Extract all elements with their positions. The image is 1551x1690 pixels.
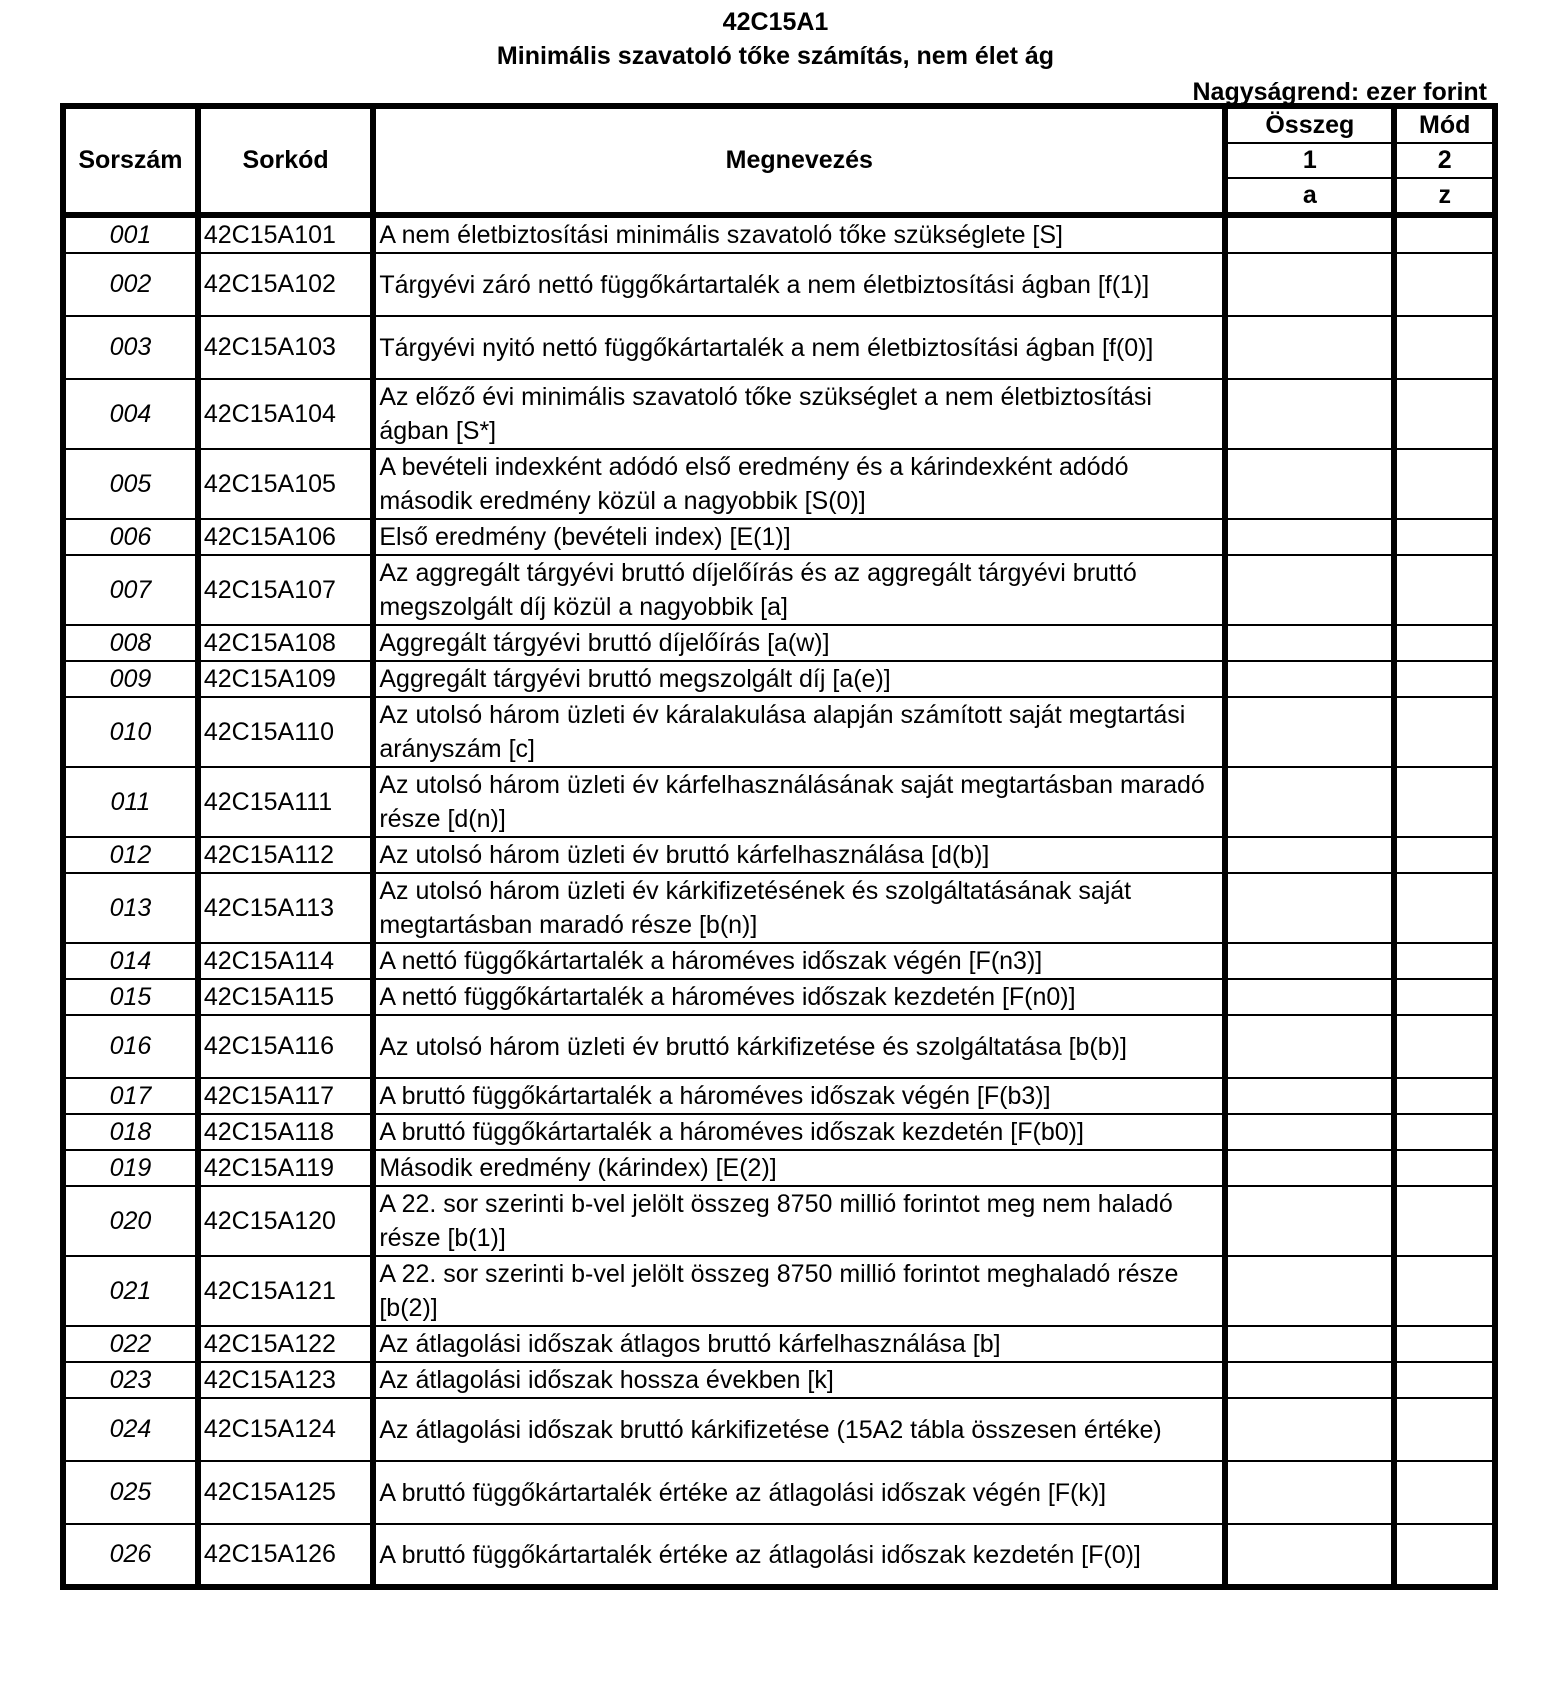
row-description: A bruttó függőkártartalék a hároméves időszak végén [F(b3)] (373, 1078, 1225, 1114)
table-row (63, 661, 1495, 697)
row-code: 42C15A121 (198, 1256, 374, 1326)
row-code: 42C15A126 (198, 1524, 374, 1587)
row-code: 42C15A115 (198, 979, 374, 1015)
mod-cell[interactable] (1394, 1078, 1495, 1114)
row-code: 42C15A117 (198, 1078, 374, 1114)
osszeg-cell[interactable] (1225, 837, 1394, 873)
col-header-sorkod: Sorkód (198, 106, 374, 215)
mod-cell[interactable] (1394, 1015, 1495, 1078)
col-header-mod-number: 2 (1394, 143, 1495, 178)
row-number: 020 (63, 1186, 198, 1256)
row-description: A bevételi indexként adódó első eredmény és a kárindexként adódó második eredmény közül a nagyobbik [S(0)] (373, 449, 1225, 519)
mod-cell[interactable] (1394, 1326, 1495, 1362)
mod-cell[interactable] (1394, 215, 1495, 253)
row-code: 42C15A107 (198, 555, 374, 625)
col-header-sorszam: Sorszám (63, 106, 198, 215)
table-row (63, 837, 1495, 873)
table-row (63, 215, 1495, 253)
unit-label: Nagyságrend: ezer forint (1192, 78, 1487, 106)
osszeg-cell[interactable] (1225, 1362, 1394, 1398)
osszeg-cell[interactable] (1225, 943, 1394, 979)
row-code: 42C15A102 (198, 253, 374, 316)
row-number: 007 (63, 555, 198, 625)
row-description: Az átlagolási időszak hossza években [k] (373, 1362, 1225, 1398)
osszeg-cell[interactable] (1225, 1524, 1394, 1587)
row-code: 42C15A101 (198, 215, 374, 253)
row-description: Az utolsó három üzleti év bruttó kárkifizetése és szolgáltatása [b(b)] (373, 1015, 1225, 1078)
mod-cell[interactable] (1394, 767, 1495, 837)
osszeg-cell[interactable] (1225, 449, 1394, 519)
form-title: Minimális szavatoló tőke számítás, nem élet ág (496, 42, 1055, 70)
osszeg-cell[interactable] (1225, 1461, 1394, 1524)
row-description: A bruttó függőkártartalék értéke az átlagolási időszak végén [F(k)] (373, 1461, 1225, 1524)
row-code: 42C15A119 (198, 1150, 374, 1186)
table-row (63, 555, 1495, 625)
osszeg-cell[interactable] (1225, 1078, 1394, 1114)
header-row-1 (63, 106, 1495, 143)
row-number: 002 (63, 253, 198, 316)
row-code: 42C15A122 (198, 1326, 374, 1362)
row-description: Az utolsó három üzleti év bruttó kárfelhasználása [d(b)] (373, 837, 1225, 873)
mod-cell[interactable] (1394, 661, 1495, 697)
row-description: Az aggregált tárgyévi bruttó díjelőírás és az aggregált tárgyévi bruttó megszolgált díj közül a nagyobbik [a] (373, 555, 1225, 625)
row-description: A bruttó függőkártartalék a hároméves időszak kezdetén [F(b0)] (373, 1114, 1225, 1150)
col-header-osszeg-number: 1 (1225, 143, 1394, 178)
mod-cell[interactable] (1394, 316, 1495, 379)
table-row (63, 1015, 1495, 1078)
table-row (63, 1186, 1495, 1256)
osszeg-cell[interactable] (1225, 661, 1394, 697)
form-table (60, 103, 1498, 1590)
mod-cell[interactable] (1394, 1524, 1495, 1587)
row-number: 017 (63, 1078, 198, 1114)
osszeg-cell[interactable] (1225, 1398, 1394, 1461)
table-row (63, 943, 1495, 979)
table-row (63, 253, 1495, 316)
mod-cell[interactable] (1394, 1256, 1495, 1326)
row-description: Aggregált tárgyévi bruttó díjelőírás [a(w)] (373, 625, 1225, 661)
col-header-osszeg: Összeg (1225, 106, 1394, 143)
row-description: A 22. sor szerinti b-vel jelölt összeg 8750 millió forintot meghaladó része [b(2)] (373, 1256, 1225, 1326)
mod-cell[interactable] (1394, 625, 1495, 661)
row-code: 42C15A120 (198, 1186, 374, 1256)
mod-cell[interactable] (1394, 555, 1495, 625)
row-code: 42C15A103 (198, 316, 374, 379)
row-code: 42C15A114 (198, 943, 374, 979)
table-row (63, 1362, 1495, 1398)
row-number: 011 (63, 767, 198, 837)
osszeg-cell[interactable] (1225, 979, 1394, 1015)
col-header-osszeg-letter: a (1225, 178, 1394, 215)
mod-cell[interactable] (1394, 1150, 1495, 1186)
row-number: 013 (63, 873, 198, 943)
mod-cell[interactable] (1394, 1461, 1495, 1524)
osszeg-cell[interactable] (1225, 625, 1394, 661)
row-code: 42C15A104 (198, 379, 374, 449)
mod-cell[interactable] (1394, 943, 1495, 979)
row-description: A nem életbiztosítási minimális szavatoló tőke szükséglete [S] (373, 215, 1225, 253)
row-code: 42C15A112 (198, 837, 374, 873)
row-number: 014 (63, 943, 198, 979)
osszeg-cell[interactable] (1225, 519, 1394, 555)
row-number: 024 (63, 1398, 198, 1461)
row-description: A bruttó függőkártartalék értéke az átlagolási időszak kezdetén [F(0)] (373, 1524, 1225, 1587)
table-row (63, 625, 1495, 661)
row-number: 003 (63, 316, 198, 379)
row-code: 42C15A110 (198, 697, 374, 767)
osszeg-cell[interactable] (1225, 1326, 1394, 1362)
row-code: 42C15A125 (198, 1461, 374, 1524)
table-row (63, 316, 1495, 379)
row-description: A 22. sor szerinti b-vel jelölt összeg 8750 millió forintot meg nem haladó része [b(1)] (373, 1186, 1225, 1256)
row-code: 42C15A108 (198, 625, 374, 661)
mod-cell[interactable] (1394, 1186, 1495, 1256)
row-description: Tárgyévi nyitó nettó függőkártartalék a nem életbiztosítási ágban [f(0)] (373, 316, 1225, 379)
mod-cell[interactable] (1394, 697, 1495, 767)
row-description: A nettó függőkártartalék a hároméves időszak végén [F(n3)] (373, 943, 1225, 979)
row-number: 009 (63, 661, 198, 697)
osszeg-cell[interactable] (1225, 379, 1394, 449)
row-description: Az átlagolási időszak átlagos bruttó kárfelhasználása [b] (373, 1326, 1225, 1362)
table-row (63, 1150, 1495, 1186)
table-row (63, 519, 1495, 555)
row-number: 004 (63, 379, 198, 449)
row-number: 021 (63, 1256, 198, 1326)
mod-cell[interactable] (1394, 837, 1495, 873)
mod-cell[interactable] (1394, 1114, 1495, 1150)
row-number: 006 (63, 519, 198, 555)
row-code: 42C15A105 (198, 449, 374, 519)
osszeg-cell[interactable] (1225, 316, 1394, 379)
osszeg-cell[interactable] (1225, 1150, 1394, 1186)
col-header-mod-letter: z (1394, 178, 1495, 215)
row-description: Az utolsó három üzleti év kárkifizetésének és szolgáltatásának saját megtartásban maradó része [b(n)] (373, 873, 1225, 943)
row-description: Aggregált tárgyévi bruttó megszolgált díj [a(e)] (373, 661, 1225, 697)
row-code: 42C15A123 (198, 1362, 374, 1398)
table-row (63, 1114, 1495, 1150)
osszeg-cell[interactable] (1225, 697, 1394, 767)
form-code: 42C15A1 (722, 8, 829, 36)
mod-cell[interactable] (1394, 519, 1495, 555)
row-number: 016 (63, 1015, 198, 1078)
table-row (63, 379, 1495, 449)
osszeg-cell[interactable] (1225, 1186, 1394, 1256)
row-number: 001 (63, 215, 198, 253)
table-row (63, 697, 1495, 767)
osszeg-cell[interactable] (1225, 1256, 1394, 1326)
table-row (63, 873, 1495, 943)
mod-cell[interactable] (1394, 873, 1495, 943)
row-number: 023 (63, 1362, 198, 1398)
osszeg-cell[interactable] (1225, 555, 1394, 625)
mod-cell[interactable] (1394, 253, 1495, 316)
row-code: 42C15A109 (198, 661, 374, 697)
table-row (63, 767, 1495, 837)
row-description: Első eredmény (bevételi index) [E(1)] (373, 519, 1225, 555)
row-description: Az átlagolási időszak bruttó kárkifizetése (15A2 tábla összesen értéke) (373, 1398, 1225, 1461)
row-number: 018 (63, 1114, 198, 1150)
row-code: 42C15A111 (198, 767, 374, 837)
row-number: 022 (63, 1326, 198, 1362)
row-code: 42C15A116 (198, 1015, 374, 1078)
col-header-mod: Mód (1394, 106, 1495, 143)
osszeg-cell[interactable] (1225, 767, 1394, 837)
row-code: 42C15A106 (198, 519, 374, 555)
osszeg-cell[interactable] (1225, 253, 1394, 316)
mod-cell[interactable] (1394, 449, 1495, 519)
mod-cell[interactable] (1394, 979, 1495, 1015)
row-description: Az utolsó három üzleti év kárfelhasználásának saját megtartásban maradó része [d(n)] (373, 767, 1225, 837)
table-row (63, 1461, 1495, 1524)
row-number: 008 (63, 625, 198, 661)
table-row (63, 1326, 1495, 1362)
row-number: 010 (63, 697, 198, 767)
row-number: 005 (63, 449, 198, 519)
table-row (63, 1078, 1495, 1114)
table-row (63, 1524, 1495, 1587)
table-row (63, 1256, 1495, 1326)
row-code: 42C15A113 (198, 873, 374, 943)
osszeg-cell[interactable] (1225, 215, 1394, 253)
mod-cell[interactable] (1394, 1362, 1495, 1398)
osszeg-cell[interactable] (1225, 1015, 1394, 1078)
row-description: Második eredmény (kárindex) [E(2)] (373, 1150, 1225, 1186)
row-description: Tárgyévi záró nettó függőkártartalék a nem életbiztosítási ágban [f(1)] (373, 253, 1225, 316)
osszeg-cell[interactable] (1225, 1114, 1394, 1150)
row-number: 025 (63, 1461, 198, 1524)
row-description: Az utolsó három üzleti év káralakulása alapján számított saját megtartási arányszám [c] (373, 697, 1225, 767)
table-row (63, 1398, 1495, 1461)
mod-cell[interactable] (1394, 1398, 1495, 1461)
row-description: A nettó függőkártartalék a hároméves időszak kezdetén [F(n0)] (373, 979, 1225, 1015)
row-code: 42C15A118 (198, 1114, 374, 1150)
row-number: 026 (63, 1524, 198, 1587)
row-number: 015 (63, 979, 198, 1015)
osszeg-cell[interactable] (1225, 873, 1394, 943)
row-description: Az előző évi minimális szavatoló tőke szükséglet a nem életbiztosítási ágban [S*] (373, 379, 1225, 449)
mod-cell[interactable] (1394, 379, 1495, 449)
row-number: 019 (63, 1150, 198, 1186)
col-header-megnevezes: Megnevezés (373, 106, 1225, 215)
row-code: 42C15A124 (198, 1398, 374, 1461)
table-row (63, 979, 1495, 1015)
table-row (63, 449, 1495, 519)
row-number: 012 (63, 837, 198, 873)
